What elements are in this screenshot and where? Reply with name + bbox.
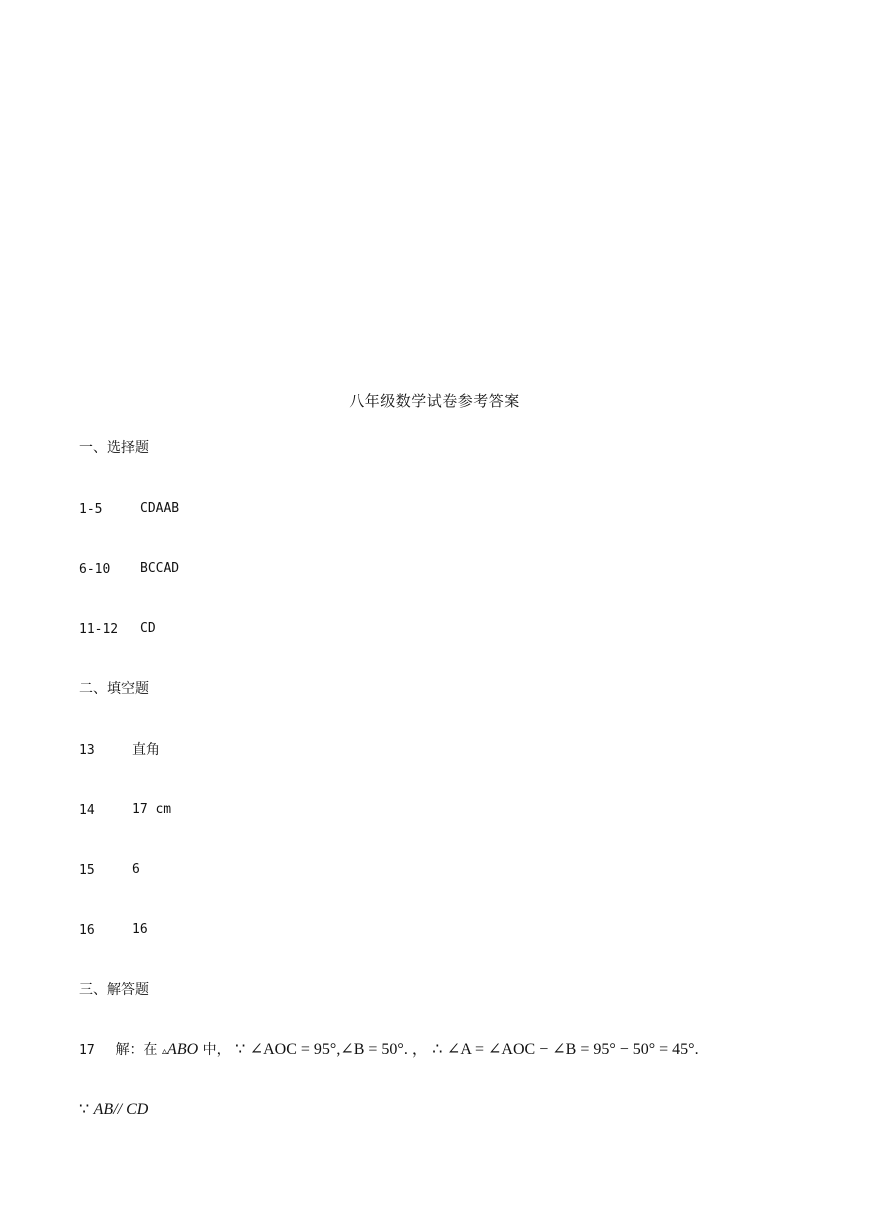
question-range: 6-10 [79,562,111,577]
question-number: 15 [79,863,95,878]
answer-text: 17 cm [132,802,172,817]
answer-row [79,860,140,881]
answer-text: 6 [132,862,140,877]
answer-row [79,920,148,941]
solution-prefix: 解：在 [115,1042,158,1058]
question-number: 13 [79,743,95,758]
solution-line-17 [79,1040,699,1062]
because-symbol: ∵ [79,1101,90,1118]
section-heading-solve: 三、解答题 [79,982,149,998]
question-range: 11-12 [79,622,119,637]
parallel-statement: AB// CD [93,1101,149,1118]
answer-text: 直角 [132,742,160,758]
question-number: 14 [79,803,95,818]
triangle-name: ABO [167,1041,199,1058]
page-title: 八年级数学试卷参考答案 [349,392,520,410]
solution-line-parallel [79,1100,148,1120]
answer-letters: BCCAD [140,561,180,576]
answer-row [79,559,180,580]
solution-mid: 中， [202,1042,231,1058]
therefore-symbol: ∴ [432,1041,443,1058]
answer-letters: CDAAB [140,501,180,516]
because-symbol: ∵ [235,1041,246,1058]
question-number: 17 [79,1043,95,1058]
given-expression: ∠AOC = 95°,∠B = 50°. ， [249,1041,428,1058]
answer-row [79,499,180,520]
question-range: 1-5 [79,502,103,517]
result-expression: ∠A = ∠AOC − ∠B = 95° − 50° = 45°. [446,1041,699,1058]
section-heading-fill: 二、填空题 [79,681,149,697]
answer-row [79,800,172,821]
question-number: 16 [79,923,95,938]
answer-row [79,740,160,761]
answer-text: 16 [132,922,148,937]
section-heading-choice: 一、选择题 [79,440,149,456]
answer-letters: CD [140,621,156,636]
answer-row [79,619,156,640]
triangle-symbol: ▵ [162,1046,168,1057]
